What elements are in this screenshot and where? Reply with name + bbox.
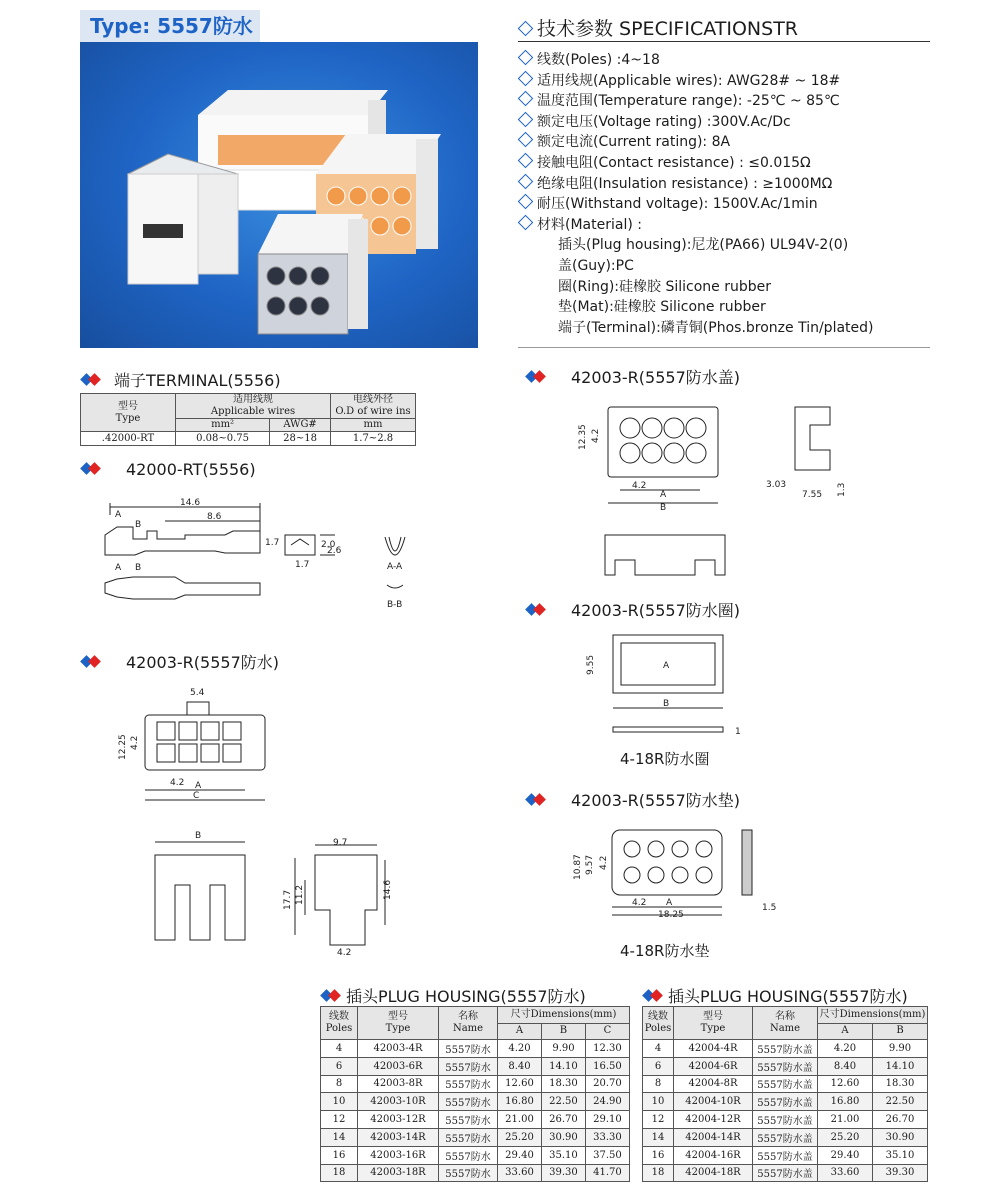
table-cell: 21.00 <box>818 1111 873 1129</box>
table-cell: 33.60 <box>498 1164 542 1182</box>
type-title: Type: 5557防水 <box>80 10 260 42</box>
svg-text:B: B <box>135 520 142 530</box>
svg-text:1.3: 1.3 <box>837 482 847 497</box>
svg-text:11.2: 11.2 <box>295 884 305 905</box>
section-heading-terminal: 端子TERMINAL(5556) <box>80 368 281 391</box>
svg-text:A: A <box>115 563 122 573</box>
table-cell: 16 <box>321 1146 358 1164</box>
terminal-table <box>80 393 416 446</box>
plug-housing-table-1-body <box>321 1040 630 1182</box>
product-photo <box>80 42 478 348</box>
bullet-icon <box>525 603 549 617</box>
th-b: B <box>541 1023 585 1040</box>
spec-item: 接触电阻(Contact resistance) : ≤0.015Ω <box>518 153 874 174</box>
table-cell: 42003-18R <box>358 1164 439 1182</box>
svg-text:4.2: 4.2 <box>337 948 352 958</box>
diamond-icon <box>518 173 534 189</box>
spec-item: 材料(Material) : <box>518 215 874 236</box>
svg-text:8.6: 8.6 <box>207 512 222 522</box>
table-row <box>643 1075 928 1093</box>
th-b: B <box>873 1023 928 1040</box>
divider <box>518 347 930 348</box>
svg-text:B: B <box>663 699 670 709</box>
divider <box>518 41 930 42</box>
spec-item: 温度范围(Temperature range): -25℃ ~ 85℃ <box>518 91 874 112</box>
th-poles: 线数 Poles <box>643 1007 674 1040</box>
table-cell: 5557防水 <box>439 1057 498 1075</box>
table-cell: 12.60 <box>818 1075 873 1093</box>
diamond-icon <box>518 214 534 230</box>
table-row: .42000-RT 0.08~0.75 28~18 1.7~2.8 <box>81 432 416 446</box>
table-cell: 16.80 <box>498 1093 542 1111</box>
table-cell: 42003-4R <box>358 1040 439 1058</box>
plug-housing-table-2 <box>642 1006 928 1182</box>
bullet-icon <box>525 370 549 384</box>
th-a: A <box>498 1023 542 1040</box>
bullet-icon <box>80 462 104 476</box>
material-item: 盖(Guy):PC <box>558 257 634 274</box>
table-cell: 12 <box>643 1111 674 1129</box>
table-cell: 5557防水盖 <box>753 1164 818 1182</box>
table-cell: 42004-6R <box>674 1057 753 1075</box>
svg-text:2.6: 2.6 <box>327 546 342 556</box>
table-cell: 37.50 <box>585 1146 629 1164</box>
spec-title-text: 技术参数 SPECIFICATIONSTR <box>537 18 798 40</box>
table-row <box>643 1111 928 1129</box>
table-row <box>643 1164 928 1182</box>
table-cell: 5557防水盖 <box>753 1057 818 1075</box>
table-cell: 5557防水 <box>439 1093 498 1111</box>
table-cell: 4.20 <box>498 1040 542 1058</box>
table-cell: 26.70 <box>873 1111 928 1129</box>
th-poles: 线数 Poles <box>321 1007 358 1040</box>
spec-item: 绝缘电阻(Insulation resistance) : ≥1000MΩ <box>518 174 874 195</box>
table-cell: 5557防水 <box>439 1040 498 1058</box>
diamond-icon <box>518 112 534 128</box>
table-cell: 42004-16R <box>674 1146 753 1164</box>
table-cell: 42004-4R <box>674 1040 753 1058</box>
table-cell: 5557防水 <box>439 1146 498 1164</box>
spec-item: 额定电流(Current rating): 8A <box>518 132 874 153</box>
table-cell: 12.30 <box>585 1040 629 1058</box>
table-cell: 22.50 <box>873 1093 928 1111</box>
housing-drawing <box>115 680 445 960</box>
table-cell: 5557防水 <box>439 1128 498 1146</box>
table-cell: 5557防水盖 <box>753 1040 818 1058</box>
th-dims: 尺寸Dimensions(mm) <box>818 1007 928 1024</box>
table-cell: 14.10 <box>873 1057 928 1075</box>
table-cell: 4.20 <box>818 1040 873 1058</box>
svg-text:18.25: 18.25 <box>658 910 684 920</box>
table-row <box>643 1057 928 1075</box>
svg-text:9.55: 9.55 <box>586 654 596 675</box>
table-cell: 8.40 <box>818 1057 873 1075</box>
svg-text:C: C <box>193 791 200 801</box>
table-cell: 35.10 <box>873 1146 928 1164</box>
table-cell: 14.10 <box>541 1057 585 1075</box>
svg-text:10.87: 10.87 <box>573 854 583 880</box>
th-dims: 尺寸Dimensions(mm) <box>498 1007 630 1024</box>
table-cell: 5557防水盖 <box>753 1093 818 1111</box>
table-cell: 22.50 <box>541 1093 585 1111</box>
svg-text:14.6: 14.6 <box>383 879 393 900</box>
svg-text:4.2: 4.2 <box>632 898 647 908</box>
th-name: 名称 Name <box>439 1007 498 1040</box>
table-cell: 5557防水盖 <box>753 1075 818 1093</box>
material-item: 圈(Ring):硅橡胶 Silicone rubber <box>558 278 771 295</box>
svg-text:4.2: 4.2 <box>599 855 609 870</box>
connector-left <box>128 154 238 284</box>
table-cell: 25.20 <box>498 1128 542 1146</box>
table-cell: 12 <box>321 1111 358 1129</box>
bullet-icon <box>525 793 549 807</box>
section-heading-ring: 42003-R(5557防水圈) <box>525 598 740 621</box>
table-cell: 42003-12R <box>358 1111 439 1129</box>
table-cell: 8 <box>643 1075 674 1093</box>
table-row <box>321 1128 630 1146</box>
table-cell: 25.20 <box>818 1128 873 1146</box>
section-heading-cover: 42003-R(5557防水盖) <box>525 365 740 388</box>
table-cell: 4 <box>643 1040 674 1058</box>
table-cell: 9.90 <box>541 1040 585 1058</box>
table-row <box>321 1093 630 1111</box>
table-row <box>321 1146 630 1164</box>
th-wires: 适用线规 Applicable wires <box>176 394 331 419</box>
svg-text:9.7: 9.7 <box>333 838 348 848</box>
table-cell: 16.80 <box>818 1093 873 1111</box>
spec-item: 线数(Poles) :4~18 <box>518 50 874 71</box>
table-cell: 14 <box>321 1128 358 1146</box>
material-item: 插头(Plug housing):尼龙(PA66) UL94V-2(0) <box>558 237 849 254</box>
svg-text:B: B <box>135 563 142 573</box>
table-cell: 12.60 <box>498 1075 542 1093</box>
svg-text:3.03: 3.03 <box>766 480 787 490</box>
table-cell: 10 <box>321 1093 358 1111</box>
th-c: C <box>585 1023 629 1040</box>
table-row <box>321 1111 630 1129</box>
table-cell: 39.30 <box>541 1164 585 1182</box>
table-row <box>643 1146 928 1164</box>
table-cell: 5557防水 <box>439 1075 498 1093</box>
table-cell: 5557防水盖 <box>753 1146 818 1164</box>
svg-text:4.2: 4.2 <box>170 778 185 788</box>
table-cell: 5557防水 <box>439 1164 498 1182</box>
table-cell: 16.50 <box>585 1057 629 1075</box>
table-cell: 42003-14R <box>358 1128 439 1146</box>
cover-drawing <box>570 395 870 585</box>
table-cell: 29.40 <box>498 1146 542 1164</box>
table-cell: 5557防水盖 <box>753 1111 818 1129</box>
svg-text:1.5: 1.5 <box>762 903 777 913</box>
th-name: 名称 Name <box>753 1007 818 1040</box>
bullet-icon <box>80 373 104 387</box>
table-cell: 9.90 <box>873 1040 928 1058</box>
table-cell: 35.10 <box>541 1146 585 1164</box>
svg-text:1.7: 1.7 <box>265 538 280 548</box>
diamond-icon <box>518 21 534 37</box>
diamond-icon <box>518 194 534 210</box>
svg-text:12.35: 12.35 <box>578 424 588 450</box>
table-row <box>643 1128 928 1146</box>
table-cell: 42004-8R <box>674 1075 753 1093</box>
diamond-icon <box>518 50 534 66</box>
svg-text:A: A <box>666 898 673 908</box>
th-od: 电线外径 O.D of wire ins <box>331 394 416 419</box>
th-type: 型号 Type <box>81 394 176 432</box>
spec-item: 耐压(Withstand voltage): 1500V.Ac/1min <box>518 194 874 215</box>
table-cell: 42004-12R <box>674 1111 753 1129</box>
table-cell: 42004-14R <box>674 1128 753 1146</box>
svg-text:1: 1 <box>735 727 741 737</box>
table-cell: 30.90 <box>873 1128 928 1146</box>
svg-text:7.55: 7.55 <box>802 490 823 500</box>
table-cell: 8 <box>321 1075 358 1093</box>
svg-text:2.0: 2.0 <box>321 540 336 550</box>
table-row <box>321 1075 630 1093</box>
bullet-icon <box>80 655 104 669</box>
svg-text:1.7: 1.7 <box>295 560 310 570</box>
svg-text:9.57: 9.57 <box>585 854 595 875</box>
table-row <box>643 1093 928 1111</box>
bullet-icon <box>642 989 664 1003</box>
diamond-icon <box>518 91 534 107</box>
table-cell: 16 <box>643 1146 674 1164</box>
table-cell: 42004-18R <box>674 1164 753 1182</box>
mat-drawing <box>570 825 790 925</box>
table-cell: 42003-16R <box>358 1146 439 1164</box>
table-cell: 33.60 <box>818 1164 873 1182</box>
svg-text:4.2: 4.2 <box>591 428 601 443</box>
svg-text:17.7: 17.7 <box>283 889 293 910</box>
section-heading-plug-housing-2: 插头PLUG HOUSING(5557防水) <box>642 984 908 1007</box>
table-cell: 4 <box>321 1040 358 1058</box>
ring-caption: 4-18R防水圈 <box>620 750 710 768</box>
table-cell: 6 <box>321 1057 358 1075</box>
table-cell: 42004-10R <box>674 1093 753 1111</box>
svg-text:4.2: 4.2 <box>632 481 647 491</box>
svg-text:B: B <box>660 503 667 513</box>
svg-text:A: A <box>660 490 667 500</box>
connector-photo-image <box>80 42 478 348</box>
th-mm2: mm² <box>176 419 270 432</box>
table-row <box>321 1164 630 1182</box>
table-cell: 18.30 <box>873 1075 928 1093</box>
th-mm: mm <box>331 419 416 432</box>
svg-text:5.4: 5.4 <box>190 688 205 698</box>
material-item: 垫(Mat):硅橡胶 Silicone rubber <box>558 299 766 316</box>
svg-text:14.6: 14.6 <box>180 498 201 508</box>
table-cell: 6 <box>643 1057 674 1075</box>
svg-text:A: A <box>195 781 202 791</box>
table-cell: 8.40 <box>498 1057 542 1075</box>
svg-text:12.25: 12.25 <box>118 734 128 760</box>
table-cell: 33.30 <box>585 1128 629 1146</box>
spec-title <box>518 14 798 41</box>
svg-text:A: A <box>115 510 122 520</box>
diamond-icon <box>518 70 534 86</box>
table-cell: 26.70 <box>541 1111 585 1129</box>
bullet-icon <box>320 989 342 1003</box>
diamond-icon <box>518 132 534 148</box>
table-cell: 42003-8R <box>358 1075 439 1093</box>
table-row <box>321 1040 630 1058</box>
table-cell: 42003-10R <box>358 1093 439 1111</box>
connector-bottom <box>258 214 368 334</box>
table-row <box>643 1040 928 1058</box>
diamond-icon <box>518 153 534 169</box>
spec-list <box>518 50 874 338</box>
svg-text:B: B <box>195 831 202 841</box>
section-heading-housing: 42003-R(5557防水) <box>80 650 279 673</box>
table-cell: 18 <box>643 1164 674 1182</box>
material-item: 端子(Terminal):磷青铜(Phos.bronze Tin/plated) <box>558 319 874 336</box>
th-type: 型号 Type <box>358 1007 439 1040</box>
table-cell: 21.00 <box>498 1111 542 1129</box>
th-a: A <box>818 1023 873 1040</box>
svg-text:A: A <box>663 661 670 671</box>
spec-item: 适用线规(Applicable wires): AWG28# ~ 18# <box>518 71 874 92</box>
table-cell: 41.70 <box>585 1164 629 1182</box>
table-cell: 18 <box>321 1164 358 1182</box>
table-cell: 39.30 <box>873 1164 928 1182</box>
svg-text:B-B: B-B <box>387 600 403 610</box>
section-heading-mat: 42003-R(5557防水垫) <box>525 788 740 811</box>
svg-text:A-A: A-A <box>387 562 403 572</box>
plug-housing-table-2-body <box>643 1040 928 1182</box>
th-awg: AWG# <box>270 419 331 432</box>
table-cell: 42003-6R <box>358 1057 439 1075</box>
table-cell: 20.70 <box>585 1075 629 1093</box>
table-cell: 5557防水盖 <box>753 1128 818 1146</box>
section-heading-plug-housing-1: 插头PLUG HOUSING(5557防水) <box>320 984 586 1007</box>
table-cell: 14 <box>643 1128 674 1146</box>
table-cell: 24.90 <box>585 1093 629 1111</box>
ring-drawing <box>575 630 755 740</box>
table-cell: 10 <box>643 1093 674 1111</box>
th-type: 型号 Type <box>674 1007 753 1040</box>
spec-item: 额定电压(Voltage rating) :300V.Ac/Dc <box>518 112 874 133</box>
table-cell: 29.40 <box>818 1146 873 1164</box>
section-heading-rt: 42000-RT(5556) <box>80 460 256 479</box>
mat-caption: 4-18R防水垫 <box>620 942 710 960</box>
plug-housing-table-1 <box>320 1006 630 1182</box>
table-row <box>321 1057 630 1075</box>
svg-text:4.2: 4.2 <box>130 735 140 750</box>
table-cell: 5557防水 <box>439 1111 498 1129</box>
table-cell: 18.30 <box>541 1075 585 1093</box>
table-cell: 30.90 <box>541 1128 585 1146</box>
terminal-drawing <box>95 495 435 620</box>
table-cell: 29.10 <box>585 1111 629 1129</box>
